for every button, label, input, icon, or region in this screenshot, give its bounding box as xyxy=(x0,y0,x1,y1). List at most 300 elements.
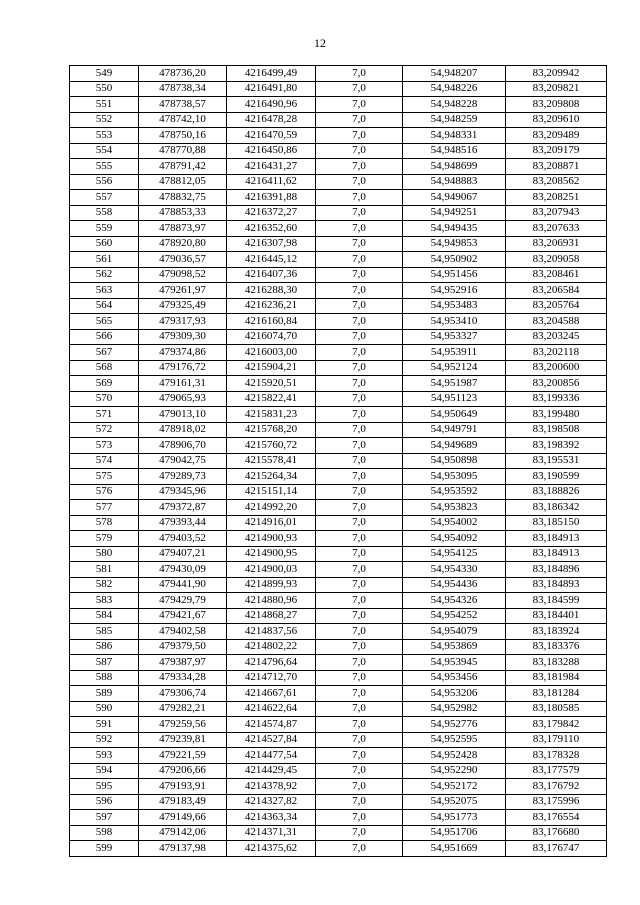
table-row xyxy=(70,608,607,624)
latitude-cell: 54,952290 xyxy=(403,763,506,779)
y-coordinate-cell: 4216445,12 xyxy=(227,252,316,268)
y-coordinate-cell: 4216411,62 xyxy=(227,174,316,190)
x-coordinate-cell: 478918,02 xyxy=(139,422,227,438)
latitude-cell: 54,948883 xyxy=(403,174,506,190)
y-coordinate-cell: 4215904,21 xyxy=(227,360,316,376)
point-number-cell: 583 xyxy=(70,593,139,609)
x-coordinate-cell: 479161,31 xyxy=(139,376,227,392)
point-number-cell: 580 xyxy=(70,546,139,562)
value-cell: 7,0 xyxy=(316,97,403,113)
latitude-cell: 54,950649 xyxy=(403,407,506,423)
x-coordinate-cell: 479098,52 xyxy=(139,267,227,283)
latitude-cell: 54,954436 xyxy=(403,577,506,593)
x-coordinate-cell: 478738,57 xyxy=(139,97,227,113)
point-number-cell: 591 xyxy=(70,717,139,733)
table-row xyxy=(70,453,607,469)
longitude-cell: 83,200600 xyxy=(506,360,607,376)
x-coordinate-cell: 479402,58 xyxy=(139,624,227,640)
table-row xyxy=(70,205,607,221)
longitude-cell: 83,206931 xyxy=(506,236,607,252)
point-number-cell: 558 xyxy=(70,205,139,221)
x-coordinate-cell: 479309,30 xyxy=(139,329,227,345)
value-cell: 7,0 xyxy=(316,639,403,655)
table-row xyxy=(70,221,607,237)
x-coordinate-cell: 478770,88 xyxy=(139,143,227,159)
y-coordinate-cell: 4214900,93 xyxy=(227,531,316,547)
table-row xyxy=(70,686,607,702)
latitude-cell: 54,949067 xyxy=(403,190,506,206)
point-number-cell: 550 xyxy=(70,81,139,97)
x-coordinate-cell: 479403,52 xyxy=(139,531,227,547)
value-cell: 7,0 xyxy=(316,345,403,361)
latitude-cell: 54,952776 xyxy=(403,717,506,733)
latitude-cell: 54,954002 xyxy=(403,515,506,531)
y-coordinate-cell: 4214880,96 xyxy=(227,593,316,609)
x-coordinate-cell: 479193,91 xyxy=(139,779,227,795)
point-number-cell: 559 xyxy=(70,221,139,237)
value-cell: 7,0 xyxy=(316,515,403,531)
point-number-cell: 564 xyxy=(70,298,139,314)
latitude-cell: 54,953327 xyxy=(403,329,506,345)
value-cell: 7,0 xyxy=(316,283,403,299)
table-row xyxy=(70,531,607,547)
x-coordinate-cell: 479036,57 xyxy=(139,252,227,268)
point-number-cell: 566 xyxy=(70,329,139,345)
value-cell: 7,0 xyxy=(316,484,403,500)
point-number-cell: 593 xyxy=(70,748,139,764)
x-coordinate-cell: 479176,72 xyxy=(139,360,227,376)
point-number-cell: 571 xyxy=(70,407,139,423)
table-row xyxy=(70,159,607,175)
y-coordinate-cell: 4214900,95 xyxy=(227,546,316,562)
y-coordinate-cell: 4216450,86 xyxy=(227,143,316,159)
y-coordinate-cell: 4214574,87 xyxy=(227,717,316,733)
value-cell: 7,0 xyxy=(316,841,403,857)
point-number-cell: 597 xyxy=(70,810,139,826)
point-number-cell: 552 xyxy=(70,112,139,128)
y-coordinate-cell: 4216236,21 xyxy=(227,298,316,314)
table-row xyxy=(70,236,607,252)
point-number-cell: 584 xyxy=(70,608,139,624)
longitude-cell: 83,209808 xyxy=(506,97,607,113)
table-row xyxy=(70,407,607,423)
table-row xyxy=(70,639,607,655)
y-coordinate-cell: 4216407,36 xyxy=(227,267,316,283)
table-row xyxy=(70,763,607,779)
longitude-cell: 83,209179 xyxy=(506,143,607,159)
table-row xyxy=(70,825,607,841)
table-row xyxy=(70,484,607,500)
latitude-cell: 54,948331 xyxy=(403,128,506,144)
value-cell: 7,0 xyxy=(316,190,403,206)
x-coordinate-cell: 478736,20 xyxy=(139,66,227,82)
y-coordinate-cell: 4216470,59 xyxy=(227,128,316,144)
value-cell: 7,0 xyxy=(316,407,403,423)
longitude-cell: 83,209942 xyxy=(506,66,607,82)
y-coordinate-cell: 4216391,88 xyxy=(227,190,316,206)
point-number-cell: 585 xyxy=(70,624,139,640)
latitude-cell: 54,952595 xyxy=(403,732,506,748)
point-number-cell: 570 xyxy=(70,391,139,407)
latitude-cell: 54,953823 xyxy=(403,500,506,516)
value-cell: 7,0 xyxy=(316,701,403,717)
value-cell: 7,0 xyxy=(316,360,403,376)
y-coordinate-cell: 4214992,20 xyxy=(227,500,316,516)
value-cell: 7,0 xyxy=(316,252,403,268)
value-cell: 7,0 xyxy=(316,577,403,593)
y-coordinate-cell: 4214712,70 xyxy=(227,670,316,686)
point-number-cell: 577 xyxy=(70,500,139,516)
y-coordinate-cell: 4214916,01 xyxy=(227,515,316,531)
value-cell: 7,0 xyxy=(316,531,403,547)
y-coordinate-cell: 4216491,80 xyxy=(227,81,316,97)
x-coordinate-cell: 478791,42 xyxy=(139,159,227,175)
longitude-cell: 83,176680 xyxy=(506,825,607,841)
y-coordinate-cell: 4214378,92 xyxy=(227,779,316,795)
table-row xyxy=(70,546,607,562)
value-cell: 7,0 xyxy=(316,732,403,748)
longitude-cell: 83,179110 xyxy=(506,732,607,748)
table-row xyxy=(70,577,607,593)
latitude-cell: 54,949853 xyxy=(403,236,506,252)
y-coordinate-cell: 4216372,27 xyxy=(227,205,316,221)
value-cell: 7,0 xyxy=(316,608,403,624)
point-number-cell: 565 xyxy=(70,314,139,330)
table-row xyxy=(70,345,607,361)
longitude-cell: 83,209058 xyxy=(506,252,607,268)
table-row xyxy=(70,267,607,283)
x-coordinate-cell: 479387,97 xyxy=(139,655,227,671)
x-coordinate-cell: 478738,34 xyxy=(139,81,227,97)
longitude-cell: 83,181984 xyxy=(506,670,607,686)
latitude-cell: 54,953483 xyxy=(403,298,506,314)
x-coordinate-cell: 479334,28 xyxy=(139,670,227,686)
y-coordinate-cell: 4214527,84 xyxy=(227,732,316,748)
table-row xyxy=(70,391,607,407)
x-coordinate-cell: 479317,93 xyxy=(139,314,227,330)
y-coordinate-cell: 4216003,00 xyxy=(227,345,316,361)
longitude-cell: 83,188826 xyxy=(506,484,607,500)
y-coordinate-cell: 4214667,61 xyxy=(227,686,316,702)
y-coordinate-cell: 4214327,82 xyxy=(227,794,316,810)
table-row xyxy=(70,670,607,686)
y-coordinate-cell: 4215760,72 xyxy=(227,438,316,454)
table-row xyxy=(70,748,607,764)
x-coordinate-cell: 479374,86 xyxy=(139,345,227,361)
longitude-cell: 83,204588 xyxy=(506,314,607,330)
longitude-cell: 83,208461 xyxy=(506,267,607,283)
y-coordinate-cell: 4214802,22 xyxy=(227,639,316,655)
longitude-cell: 83,180585 xyxy=(506,701,607,717)
longitude-cell: 83,200856 xyxy=(506,376,607,392)
x-coordinate-cell: 478832,75 xyxy=(139,190,227,206)
point-number-cell: 560 xyxy=(70,236,139,252)
value-cell: 7,0 xyxy=(316,112,403,128)
x-coordinate-cell: 479393,44 xyxy=(139,515,227,531)
y-coordinate-cell: 4216431,27 xyxy=(227,159,316,175)
point-number-cell: 549 xyxy=(70,66,139,82)
longitude-cell: 83,198508 xyxy=(506,422,607,438)
latitude-cell: 54,954079 xyxy=(403,624,506,640)
table-row xyxy=(70,794,607,810)
longitude-cell: 83,175996 xyxy=(506,794,607,810)
point-number-cell: 555 xyxy=(70,159,139,175)
longitude-cell: 83,181284 xyxy=(506,686,607,702)
longitude-cell: 83,208871 xyxy=(506,159,607,175)
table-row xyxy=(70,252,607,268)
value-cell: 7,0 xyxy=(316,128,403,144)
point-number-cell: 595 xyxy=(70,779,139,795)
point-number-cell: 567 xyxy=(70,345,139,361)
point-number-cell: 554 xyxy=(70,143,139,159)
point-number-cell: 594 xyxy=(70,763,139,779)
table-row xyxy=(70,779,607,795)
latitude-cell: 54,952172 xyxy=(403,779,506,795)
table-row xyxy=(70,422,607,438)
longitude-cell: 83,184401 xyxy=(506,608,607,624)
y-coordinate-cell: 4214375,62 xyxy=(227,841,316,857)
value-cell: 7,0 xyxy=(316,825,403,841)
point-number-cell: 599 xyxy=(70,841,139,857)
x-coordinate-cell: 479345,96 xyxy=(139,484,227,500)
latitude-cell: 54,948226 xyxy=(403,81,506,97)
value-cell: 7,0 xyxy=(316,593,403,609)
point-number-cell: 575 xyxy=(70,469,139,485)
value-cell: 7,0 xyxy=(316,329,403,345)
latitude-cell: 54,953206 xyxy=(403,686,506,702)
latitude-cell: 54,949251 xyxy=(403,205,506,221)
x-coordinate-cell: 479137,98 xyxy=(139,841,227,857)
point-number-cell: 573 xyxy=(70,438,139,454)
table-row xyxy=(70,97,607,113)
point-number-cell: 579 xyxy=(70,531,139,547)
y-coordinate-cell: 4215578,41 xyxy=(227,453,316,469)
longitude-cell: 83,207633 xyxy=(506,221,607,237)
y-coordinate-cell: 4214900,03 xyxy=(227,562,316,578)
x-coordinate-cell: 479149,66 xyxy=(139,810,227,826)
point-number-cell: 581 xyxy=(70,562,139,578)
table-row xyxy=(70,81,607,97)
table-row xyxy=(70,66,607,82)
latitude-cell: 54,951456 xyxy=(403,267,506,283)
latitude-cell: 54,951123 xyxy=(403,391,506,407)
y-coordinate-cell: 4215822,41 xyxy=(227,391,316,407)
y-coordinate-cell: 4216160,84 xyxy=(227,314,316,330)
longitude-cell: 83,179842 xyxy=(506,717,607,733)
value-cell: 7,0 xyxy=(316,779,403,795)
latitude-cell: 54,949791 xyxy=(403,422,506,438)
value-cell: 7,0 xyxy=(316,546,403,562)
point-number-cell: 588 xyxy=(70,670,139,686)
coordinates-table-body xyxy=(70,66,607,857)
x-coordinate-cell: 479259,56 xyxy=(139,717,227,733)
point-number-cell: 572 xyxy=(70,422,139,438)
x-coordinate-cell: 478873,97 xyxy=(139,221,227,237)
value-cell: 7,0 xyxy=(316,298,403,314)
value-cell: 7,0 xyxy=(316,221,403,237)
x-coordinate-cell: 479013,10 xyxy=(139,407,227,423)
latitude-cell: 54,952982 xyxy=(403,701,506,717)
y-coordinate-cell: 4216499,49 xyxy=(227,66,316,82)
value-cell: 7,0 xyxy=(316,174,403,190)
table-row xyxy=(70,717,607,733)
latitude-cell: 54,952124 xyxy=(403,360,506,376)
longitude-cell: 83,205764 xyxy=(506,298,607,314)
point-number-cell: 586 xyxy=(70,639,139,655)
value-cell: 7,0 xyxy=(316,469,403,485)
longitude-cell: 83,176554 xyxy=(506,810,607,826)
value-cell: 7,0 xyxy=(316,205,403,221)
value-cell: 7,0 xyxy=(316,236,403,252)
value-cell: 7,0 xyxy=(316,143,403,159)
table-row xyxy=(70,515,607,531)
table-row xyxy=(70,841,607,857)
value-cell: 7,0 xyxy=(316,453,403,469)
latitude-cell: 54,952075 xyxy=(403,794,506,810)
longitude-cell: 83,176792 xyxy=(506,779,607,795)
longitude-cell: 83,208251 xyxy=(506,190,607,206)
value-cell: 7,0 xyxy=(316,438,403,454)
table-row xyxy=(70,128,607,144)
x-coordinate-cell: 479379,50 xyxy=(139,639,227,655)
longitude-cell: 83,183376 xyxy=(506,639,607,655)
x-coordinate-cell: 479372,87 xyxy=(139,500,227,516)
y-coordinate-cell: 4215151,14 xyxy=(227,484,316,500)
latitude-cell: 54,950898 xyxy=(403,453,506,469)
y-coordinate-cell: 4215264,34 xyxy=(227,469,316,485)
y-coordinate-cell: 4214868,27 xyxy=(227,608,316,624)
longitude-cell: 83,183288 xyxy=(506,655,607,671)
point-number-cell: 598 xyxy=(70,825,139,841)
table-row xyxy=(70,314,607,330)
x-coordinate-cell: 478750,16 xyxy=(139,128,227,144)
table-row xyxy=(70,360,607,376)
coordinates-table xyxy=(69,65,607,857)
longitude-cell: 83,202118 xyxy=(506,345,607,361)
y-coordinate-cell: 4216490,96 xyxy=(227,97,316,113)
latitude-cell: 54,954252 xyxy=(403,608,506,624)
longitude-cell: 83,185150 xyxy=(506,515,607,531)
value-cell: 7,0 xyxy=(316,624,403,640)
x-coordinate-cell: 479261,97 xyxy=(139,283,227,299)
x-coordinate-cell: 478812,05 xyxy=(139,174,227,190)
latitude-cell: 54,953869 xyxy=(403,639,506,655)
longitude-cell: 83,184913 xyxy=(506,546,607,562)
x-coordinate-cell: 479239,81 xyxy=(139,732,227,748)
y-coordinate-cell: 4216307,98 xyxy=(227,236,316,252)
value-cell: 7,0 xyxy=(316,810,403,826)
y-coordinate-cell: 4214477,54 xyxy=(227,748,316,764)
longitude-cell: 83,206584 xyxy=(506,283,607,299)
latitude-cell: 54,948228 xyxy=(403,97,506,113)
y-coordinate-cell: 4214837,56 xyxy=(227,624,316,640)
latitude-cell: 54,951773 xyxy=(403,810,506,826)
table-row xyxy=(70,562,607,578)
table-row xyxy=(70,143,607,159)
x-coordinate-cell: 479142,06 xyxy=(139,825,227,841)
point-number-cell: 592 xyxy=(70,732,139,748)
point-number-cell: 556 xyxy=(70,174,139,190)
latitude-cell: 54,954326 xyxy=(403,593,506,609)
x-coordinate-cell: 479325,49 xyxy=(139,298,227,314)
longitude-cell: 83,184913 xyxy=(506,531,607,547)
x-coordinate-cell: 479407,21 xyxy=(139,546,227,562)
value-cell: 7,0 xyxy=(316,391,403,407)
latitude-cell: 54,953911 xyxy=(403,345,506,361)
point-number-cell: 590 xyxy=(70,701,139,717)
latitude-cell: 54,952916 xyxy=(403,283,506,299)
value-cell: 7,0 xyxy=(316,66,403,82)
longitude-cell: 83,176747 xyxy=(506,841,607,857)
y-coordinate-cell: 4214622,64 xyxy=(227,701,316,717)
value-cell: 7,0 xyxy=(316,159,403,175)
point-number-cell: 561 xyxy=(70,252,139,268)
table-row xyxy=(70,283,607,299)
point-number-cell: 578 xyxy=(70,515,139,531)
table-row xyxy=(70,655,607,671)
table-row xyxy=(70,593,607,609)
table-row xyxy=(70,190,607,206)
latitude-cell: 54,948207 xyxy=(403,66,506,82)
x-coordinate-cell: 479429,79 xyxy=(139,593,227,609)
latitude-cell: 54,953095 xyxy=(403,469,506,485)
longitude-cell: 83,208562 xyxy=(506,174,607,190)
latitude-cell: 54,949689 xyxy=(403,438,506,454)
latitude-cell: 54,954092 xyxy=(403,531,506,547)
value-cell: 7,0 xyxy=(316,500,403,516)
y-coordinate-cell: 4215768,20 xyxy=(227,422,316,438)
latitude-cell: 54,952428 xyxy=(403,748,506,764)
table-row xyxy=(70,376,607,392)
table-row xyxy=(70,298,607,314)
longitude-cell: 83,177579 xyxy=(506,763,607,779)
latitude-cell: 54,948699 xyxy=(403,159,506,175)
longitude-cell: 83,186342 xyxy=(506,500,607,516)
point-number-cell: 569 xyxy=(70,376,139,392)
x-coordinate-cell: 479289,73 xyxy=(139,469,227,485)
latitude-cell: 54,949435 xyxy=(403,221,506,237)
value-cell: 7,0 xyxy=(316,717,403,733)
latitude-cell: 54,948516 xyxy=(403,143,506,159)
table-row xyxy=(70,174,607,190)
table-row xyxy=(70,500,607,516)
value-cell: 7,0 xyxy=(316,686,403,702)
value-cell: 7,0 xyxy=(316,314,403,330)
longitude-cell: 83,195531 xyxy=(506,453,607,469)
point-number-cell: 557 xyxy=(70,190,139,206)
latitude-cell: 54,953456 xyxy=(403,670,506,686)
value-cell: 7,0 xyxy=(316,562,403,578)
point-number-cell: 589 xyxy=(70,686,139,702)
longitude-cell: 83,209821 xyxy=(506,81,607,97)
y-coordinate-cell: 4216352,60 xyxy=(227,221,316,237)
table-row xyxy=(70,329,607,345)
longitude-cell: 83,184893 xyxy=(506,577,607,593)
x-coordinate-cell: 479042,75 xyxy=(139,453,227,469)
longitude-cell: 83,209610 xyxy=(506,112,607,128)
latitude-cell: 54,951706 xyxy=(403,825,506,841)
x-coordinate-cell: 479421,67 xyxy=(139,608,227,624)
y-coordinate-cell: 4214899,93 xyxy=(227,577,316,593)
value-cell: 7,0 xyxy=(316,81,403,97)
value-cell: 7,0 xyxy=(316,267,403,283)
latitude-cell: 54,953410 xyxy=(403,314,506,330)
y-coordinate-cell: 4215831,23 xyxy=(227,407,316,423)
longitude-cell: 83,209489 xyxy=(506,128,607,144)
table-row xyxy=(70,732,607,748)
x-coordinate-cell: 479221,59 xyxy=(139,748,227,764)
value-cell: 7,0 xyxy=(316,748,403,764)
